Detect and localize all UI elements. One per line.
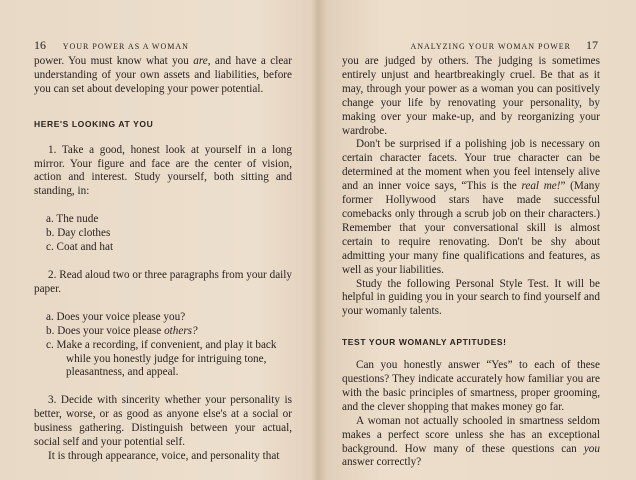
paragraph-schooled: A woman not actually schooled in smartness seldom makes a perfect score unless she has an exceptional background. How many of these questions can you answer correctly? [342,414,600,469]
left-running-head-title: YOUR POWER AS A WOMAN [62,42,189,51]
paragraph-judged: you are judged by others. The judging is sometimes entirely unjust and heartbreakingly cruel. Be that as it may, through your power as a woman you can positively change your life by renovating your personality, by making over your make-up, and by reorganizing your wardrobe. [342,55,600,137]
closing-paragraph: It is through appearance, voice, and personality that [48,449,280,462]
paragraph-questions: Can you honestly answer “Yes” to each of these questions? They indicate accurately how familiar you are with the basic principles of smartness, proper grooming, and the clever shopping that makes money go far. [342,359,600,413]
left-running-head [34,38,189,53]
item-2-paragraph: 2. Read aloud two or three paragraphs from your daily paper. [34,268,292,295]
intro-paragraph: power. You must know what you are, and have a clear understanding of your own assets and liabilities, before you can set about developing your power potential. [34,55,293,95]
list-item: b. Does your voice please others? [46,324,198,337]
list-1 [34,213,292,255]
list-item: b. Day clothes [46,227,111,240]
right-running-head [410,38,598,53]
right-body-text [342,55,600,470]
item-1-paragraph: 1. Take a good, honest look at yourself in a long mirror. Your figure and face are the center of vision, action and interest. Study yourself, both sitting and standing, in: [34,143,292,198]
list-item: c. Make a recording, if convenient, and play it back while you honestly judge for intriguing tone, pleasantness, and appeal. [46,338,277,379]
left-page-number: 16 [34,38,46,52]
right-page [318,0,636,480]
list-item: c. Coat and hat [46,241,114,254]
right-page-number: 17 [586,38,598,52]
list-2 [34,311,292,381]
paragraph-study: Study the following Personal Style Test. It will be helpful in guiding you in your search to find yourself and your womanly talents. [342,277,600,318]
right-running-head-title: ANALYZING YOUR WOMAN POWER [410,42,571,51]
list-item: a. The nude [46,213,99,226]
paragraph-polishing: Don't be surprised if a polishing job is necessary on certain character facets. Your true character can be determined at the moment when you feel intensely alive and an inner voice says, “This is the real me!” (Many former Hollywood stars have made successful comebacks only through a scrub job on their characters.) Remember that your conversational skill is almost certain to require renovating. Don't be shy about admitting your many fine qualifications and features, as well as your liabilities. [342,138,600,276]
section-heading-aptitudes: TEST YOUR WOMANLY APTITUDES! [342,337,507,348]
left-body-text [34,55,292,464]
item-3-paragraph: 3. Decide with sincerity whether your personality is better, worse, or as good as anyone else's at a social or business gathering. Distinguish between your actual, social self and your potential self. [34,394,292,449]
list-item: a. Does your voice please you? [46,310,186,323]
section-heading-looking: HERE'S LOOKING AT YOU [34,118,154,129]
